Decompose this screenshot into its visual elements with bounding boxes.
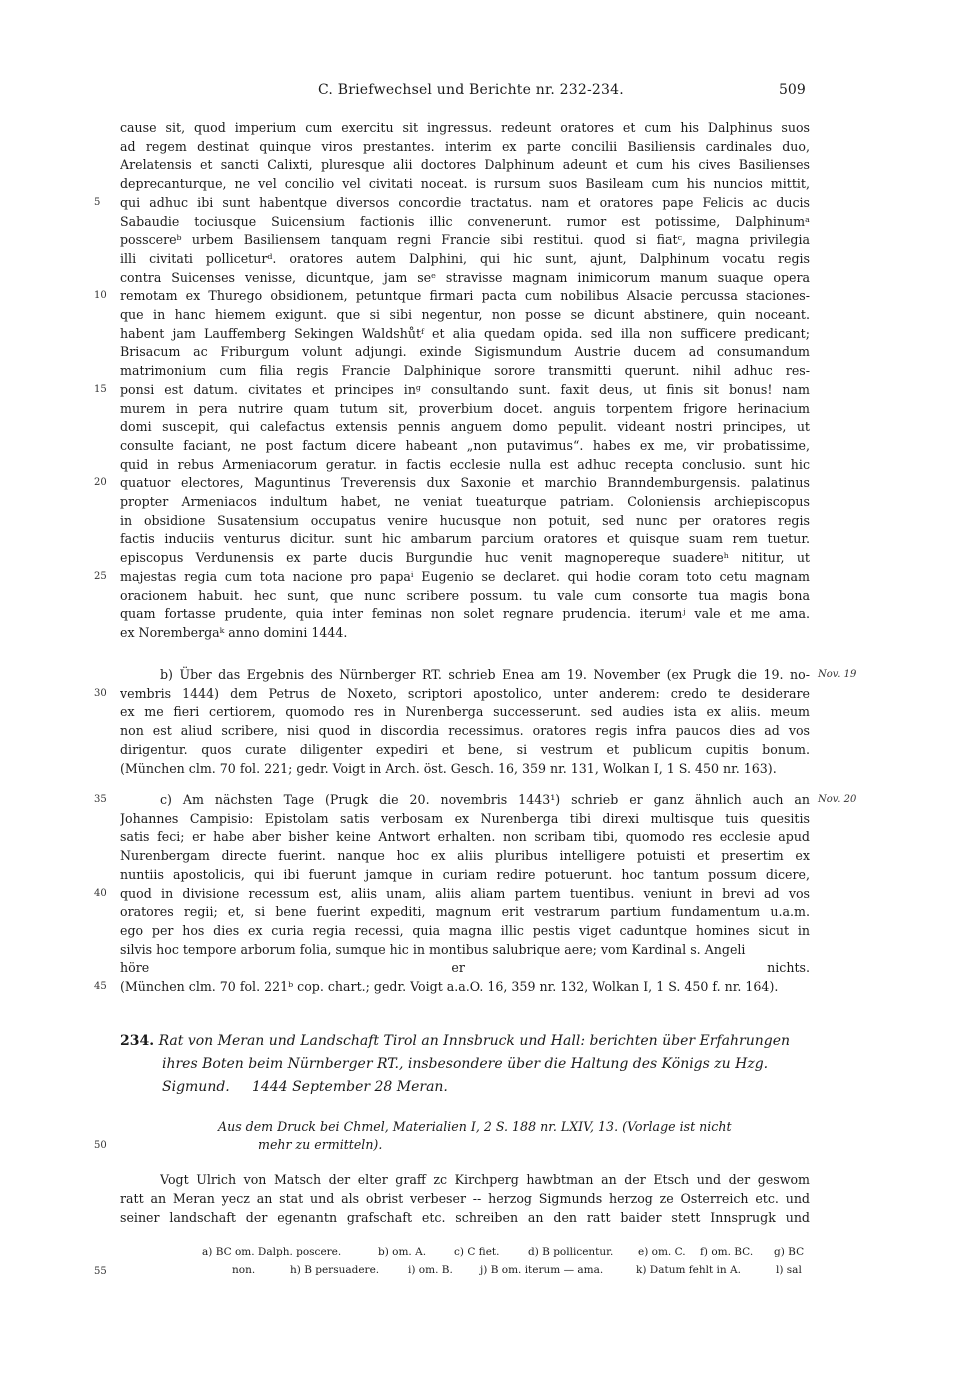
footnote-c: c) C fiet. [454, 1246, 500, 1258]
text-line: Nurenbergam directe fuerint. nanque hoc ex aliis pluribus intelligere potuisti et presertim ex [120, 848, 810, 864]
text-line: ex Norembergaᵏ anno domini 1444. [120, 624, 348, 640]
section-number: 234. [120, 1033, 155, 1049]
line-number: 45 [94, 981, 107, 992]
footnote-g: g) BC [774, 1246, 805, 1258]
text-line: satis feci; er habe aber bisher keine Antwort erhalten. non scribam tibi, quomodo res ecclesie apud [120, 829, 810, 845]
text-line: Brisacum ac Friburgum volunt adjungi. exinde Sigismundum Austrie ducem ad consumandum [120, 344, 810, 360]
text-line: episcopus Verdunensis ex parte ducis Burgundie huc venit magnopereque suadereʰ nititur, ut [120, 550, 810, 566]
text-line: quid in rebus Armeniacorum geratur. in factis ecclesie nulla est adhuc recepta conclusio. sunt hic [120, 456, 810, 472]
line-number-55: 55 [94, 1266, 107, 1277]
heading-line-3: Sigmund. 1444 September 28 Meran. [162, 1079, 448, 1095]
line-number: 20 [94, 477, 107, 489]
running-header [0, 82, 960, 102]
line-number: 35 [94, 794, 107, 805]
text-line: b) Über das Ergebnis des Nürnberger RT. schrieb Enea am 19. November (ex Prugk die 19. no- [160, 667, 810, 682]
text-line: dirigentur. quos curate diligenter expediri et bene, si vestrum et publicum cupitis bonum. [120, 741, 810, 757]
text-line: Johannes Campisio: Epistolam satis verbosam ex Nurenberga tibi direxi multisque tuis quesitis [120, 810, 810, 826]
heading-line-1: Rat von Meran und Landschaft Tirol an Innsbruck und Hall: berichten über Erfahrungen [158, 1033, 790, 1049]
text-line: posscereᵇ urbem Basiliensem tanquam regni Francie sibi restitui. quod si fiatᶜ, magna privilegia [120, 232, 810, 248]
line-number: 30 [94, 687, 107, 699]
text-line: contra Suicenses venisse, dicuntque, jam seᵉ stravisse magnam inimicorum manum suaque opera [120, 269, 810, 285]
text-line: nuntiis apostolicis, qui ibi fuerunt jamque in curiam redire potuerunt. hoc tantum possum dicere, [120, 866, 810, 882]
body-line-2: ratt an Meran yecz an stat und als obrist verbeser -- herzog Sigmunds herzog ze Osterreich etc. und [120, 1191, 810, 1206]
text-line: majestas regia cum tota nacione pro papaⁱ Eugenio se declaret. qui hodie coram toto cetu magnam [120, 568, 810, 584]
text-line: deprecanturque, ne vel concilio vel civitati noceat. is rursum suos Basileam cum his nuncios mittit, [120, 176, 810, 192]
text-line: ad regem destinat quinque viros prestantes. interim ex parte concilii Basiliensis cardinales duo, [120, 138, 810, 154]
text-line: quatuor electores, Maguntinus Treverensis dux Saxonie et marchio Branndemburgensis. palatinus [120, 475, 810, 491]
footnote-d: d) B pollicentur. [528, 1246, 614, 1258]
text-line: cause sit, quod imperium cum exercitu sit ingressus. redeunt oratores et cum his Dalphinus suos [120, 120, 810, 135]
footnote-a: a) BC om. Dalph. poscere. [202, 1246, 342, 1258]
text-line: que in hanc hiemem exigunt. que si sibi negentur, non posse se dicunt abstinere, quin noceant. [120, 307, 810, 322]
text-line: illi civitati polliceturᵈ. oratores autem Dalphini, qui hic sunt, ajunt, Dalphinum vocatu regis [120, 250, 810, 266]
text-line: oracionem habuit. hec sunt, que nunc scribere possum. tu vale cum consorte tua magis bona [120, 587, 810, 603]
margin-note-nov-20: Nov. 20 [818, 794, 857, 805]
source-line-2: mehr zu ermitteln). [258, 1137, 383, 1152]
line-number: 5 [94, 196, 101, 208]
heading-line-2: ihres Boten beim Nürnberger RT., insbesondere über die Haltung des Königs zu Hzg. [162, 1056, 769, 1072]
text-line: quod in divisione recessum est, aliis unam, aliis aliam partem tuentibus. veniunt in brevi ad vos [120, 885, 810, 901]
line-number: 25 [94, 570, 107, 582]
text-line: factis induciis venturus dicitur. sunt hic ambarum parcium oratores et quisque suam rem tuetur. [120, 531, 810, 547]
text-line: c) Am nächsten Tage (Prugk die 20. novembris 1443¹) schrieb er ganz ähnlich auch an [160, 792, 810, 807]
page-number: 509 [779, 82, 806, 98]
line-number: 15 [94, 383, 107, 395]
text-line: (München clm. 70 fol. 221ᵇ cop. chart.; gedr. Voigt a.a.O. 16, 359 nr. 132, Wolkan I, 1 S. 450 f. nr. 164). [120, 979, 779, 994]
line-number: 10 [94, 290, 107, 302]
text-line: habent jam Lauffemberg Sekingen Waldshůtᶠ et alia quedam opida. sed illa non sufficere predicant; [120, 325, 810, 341]
text-line: remotam ex Thurego obsidionem, petuntque firmari pacta cum nobilibus Alsacie percussa staciones- [120, 288, 810, 304]
footnote-j: j) B om. iterum — ama. [480, 1264, 604, 1276]
text-line: propter Armeniacos indultum habet, ne veniat tueaturque patriam. Coloniensis archiepiscopus [120, 494, 810, 509]
body-line-3: seiner landschaft der egenantn grafschaft etc. schreiben an den ratt baider stett Innsprugk und [120, 1210, 810, 1225]
source-line-1: Aus dem Druck bei Chmel, Materialien I, 2 S. 188 nr. LXIV, 13. (Vorlage ist nicht [218, 1119, 732, 1134]
text-line: non est aliud scribere, nisi quod in discordia recessimus. oratores regis infra paucos dies ad vos [120, 723, 810, 739]
footnote-i: i) om. B. [408, 1264, 453, 1276]
text-line: vembris 1444) dem Petrus de Noxeto, scriptori apostolico, unter anderem: credo te desiderare [120, 685, 810, 701]
text-line: consulte faciant, ne post factum dicere habeant „non putavimus“. habes ex me, vir probatissime, [120, 437, 810, 453]
text-line: in obsidione Susatensium occupatus venire hucusque non potuit, sed nunc per oratores regis [120, 512, 810, 528]
footnote-b: b) om. A. [378, 1246, 427, 1258]
text-line: murem in pera nutrire quam tutum sit, proverbium docet. anguis torpentem frigore herinacium [120, 400, 810, 416]
margin-note-nov-19: Nov. 19 [818, 669, 857, 680]
text-line: (München clm. 70 fol. 221; gedr. Voigt in Arch. öst. Gesch. 16, 359 nr. 131, Wolkan I, 1 S. 450 nr. 163). [120, 760, 777, 776]
footnote-h: h) B persuadere. [290, 1264, 380, 1276]
text-line: Arelatensis et sancti Calixti, pluresque alii doctores Dalphinum adeunt et cum his cives Basilienses [120, 157, 810, 173]
footnote-e: e) om. C. [638, 1246, 686, 1258]
text-line: ego per hos dies ex curia regia recessi, quia magna illic pestis viget caduntque homines sicut in [120, 922, 810, 938]
text-line: oratores regii; et, si bene fuerint expediti, magnum erit vestrarum partium fundamentum u.a.m. [120, 904, 810, 920]
header-title: C. Briefwechsel und Berichte nr. 232-234. [318, 82, 624, 98]
text-line: ex me fieri certiorem, quomodo res in Nurenberga successerunt. sed audies ista ex aliis. meum [120, 704, 810, 720]
body-line-1: Vogt Ulrich von Matsch der elter graff zc Kirchperg hawbtman an der Etsch und der geswom [160, 1172, 810, 1187]
text-line: domi suscepit, qui calefactus extensis pennis anguem domo pepulit. videant nostri principes, ut [120, 419, 810, 435]
footnote-k: k) Datum fehlt in A. [636, 1264, 741, 1276]
text-line: matrimonium cum filia regis Francie Dalphinique sorore transmitti querunt. nihil adhuc res- [120, 363, 810, 379]
text-line: ponsi est datum. civitates et principes inᵍ consultando sunt. faxit deus, ut finis sit bonus! nam [120, 381, 810, 397]
line-number-50: 50 [94, 1140, 107, 1151]
text-line: qui adhuc ibi sunt habentque diversos concordie tractatus. nam et oratores pape Felicis ac ducis [120, 194, 810, 210]
footnote-f: f) om. BC. [700, 1246, 754, 1258]
text-line: höre er nichts. [120, 960, 810, 976]
text-line: quam fortasse prudente, quia inter feminas non solet regnare prudencia. iterumʲ vale et me ama. [120, 606, 810, 622]
footnote-g-cont: non. [232, 1264, 256, 1276]
text-line: Sabaudie tociusque Suicensium factionis illic convenerunt. rumor est potissime, Dalphinumᵃ [120, 213, 810, 229]
footnote-l: l) sal [776, 1264, 802, 1276]
line-number: 40 [94, 887, 107, 899]
text-line: silvis hoc tempore arborum folia, sumque hic in montibus salubrique aere; vom Kardinal s. Angeli [120, 941, 746, 957]
